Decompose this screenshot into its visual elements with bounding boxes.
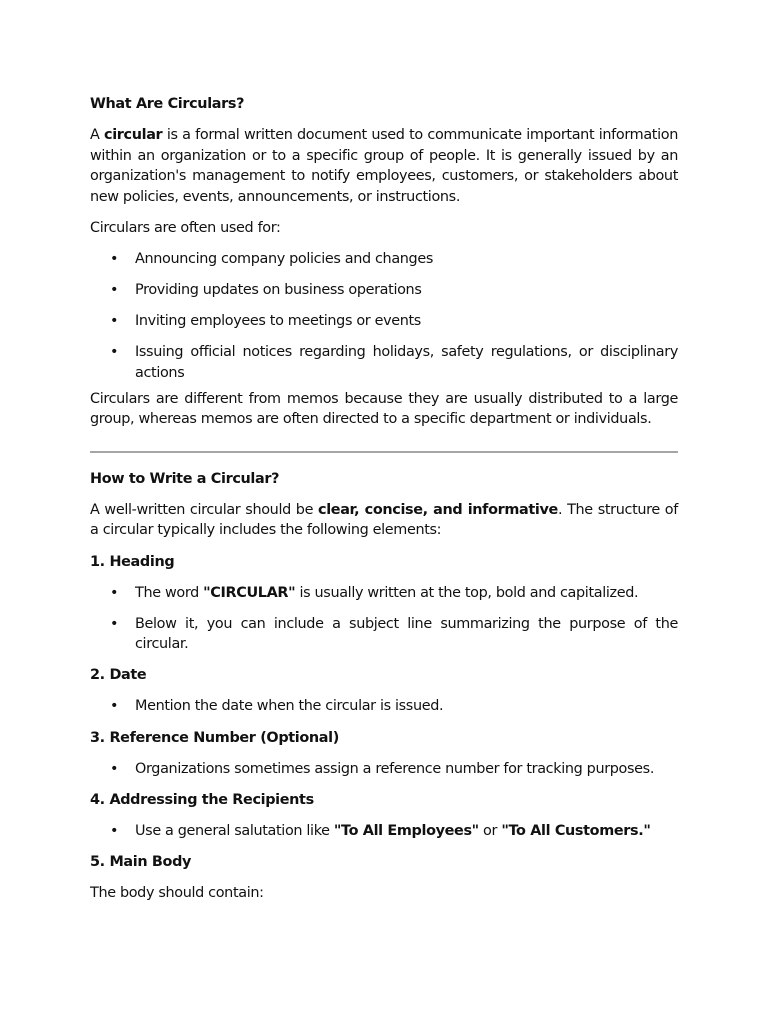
main-body-lead: The body should contain: — [90, 885, 264, 902]
uses-list-item: • Issuing official notices regarding holidays, safety regulations, or disciplinary actions — [90, 342, 678, 383]
how-to-intro-pre: A well-written circular should be — [90, 501, 319, 518]
uses-list-item: • Providing updates on business operations — [90, 280, 678, 301]
uses-lead-paragraph: Circulars are often used for: — [90, 219, 281, 236]
definition-term-bold: circular — [104, 127, 163, 144]
how-to-intro-paragraph — [90, 500, 678, 541]
uses-list-item: • Inviting employees to meetings or events — [90, 311, 678, 332]
subheading-addressing-recipients: 4. Addressing the Recipients — [90, 791, 314, 808]
circular-definition-paragraph — [90, 125, 678, 207]
heading-bullet-post: is usually written at the top, bold and capitalized. — [295, 584, 639, 601]
heading-bullet-pre: The word — [135, 584, 204, 601]
date-bullet: • Mention the date when the circular is issued. — [90, 696, 678, 717]
definition-text-pre: A — [90, 127, 105, 144]
to-all-customers-bold: "To All Customers." — [501, 822, 651, 839]
recipients-bullet-pre: Use a general salutation like — [135, 822, 334, 839]
section-heading-how-to-write: How to Write a Circular? — [90, 470, 280, 487]
subheading-main-body: 5. Main Body — [90, 853, 192, 870]
uses-list — [90, 249, 678, 383]
how-to-intro-post: . The structure of a circular typically includes the following elements: — [90, 501, 678, 539]
subheading-reference-number: 3. Reference Number (Optional) — [90, 729, 339, 746]
uses-list-item: • Announcing company policies and changes — [90, 249, 678, 270]
document-page — [90, 94, 678, 914]
reference-bullet: • Organizations sometimes assign a reference number for tracking purposes. — [90, 759, 678, 780]
heading-bullet: • Below it, you can include a subject line summarizing the purpose of the circular. — [90, 614, 678, 655]
reference-bullets — [90, 759, 678, 780]
to-all-employees-bold: "To All Employees" — [333, 822, 479, 839]
heading-bullets — [90, 583, 678, 655]
recipients-bullet-mid: or — [478, 822, 502, 839]
recipients-bullets — [90, 821, 678, 842]
heading-bullet — [90, 583, 678, 604]
date-bullets — [90, 696, 678, 717]
circular-word-bold: "CIRCULAR" — [203, 584, 296, 601]
section-divider — [90, 451, 678, 453]
circular-vs-memo-paragraph: Circulars are different from memos because they are usually distributed to a large group, whereas memos are often directed to a specific department or individuals. — [90, 390, 678, 428]
subheading-heading: 1. Heading — [90, 553, 175, 570]
subheading-date: 2. Date — [90, 667, 147, 684]
definition-text-post: is a formal written document used to communicate important information within an organization or to a specific group of people. It is generally issued by an organization's management to notify employees, customers, or stakeholders about new policies, events, announcements, or instructions. — [90, 127, 678, 205]
recipients-bullet — [90, 821, 678, 842]
how-to-intro-bold: clear, concise, and informative — [318, 501, 558, 518]
section-heading-what-are-circulars: What Are Circulars? — [90, 96, 245, 112]
